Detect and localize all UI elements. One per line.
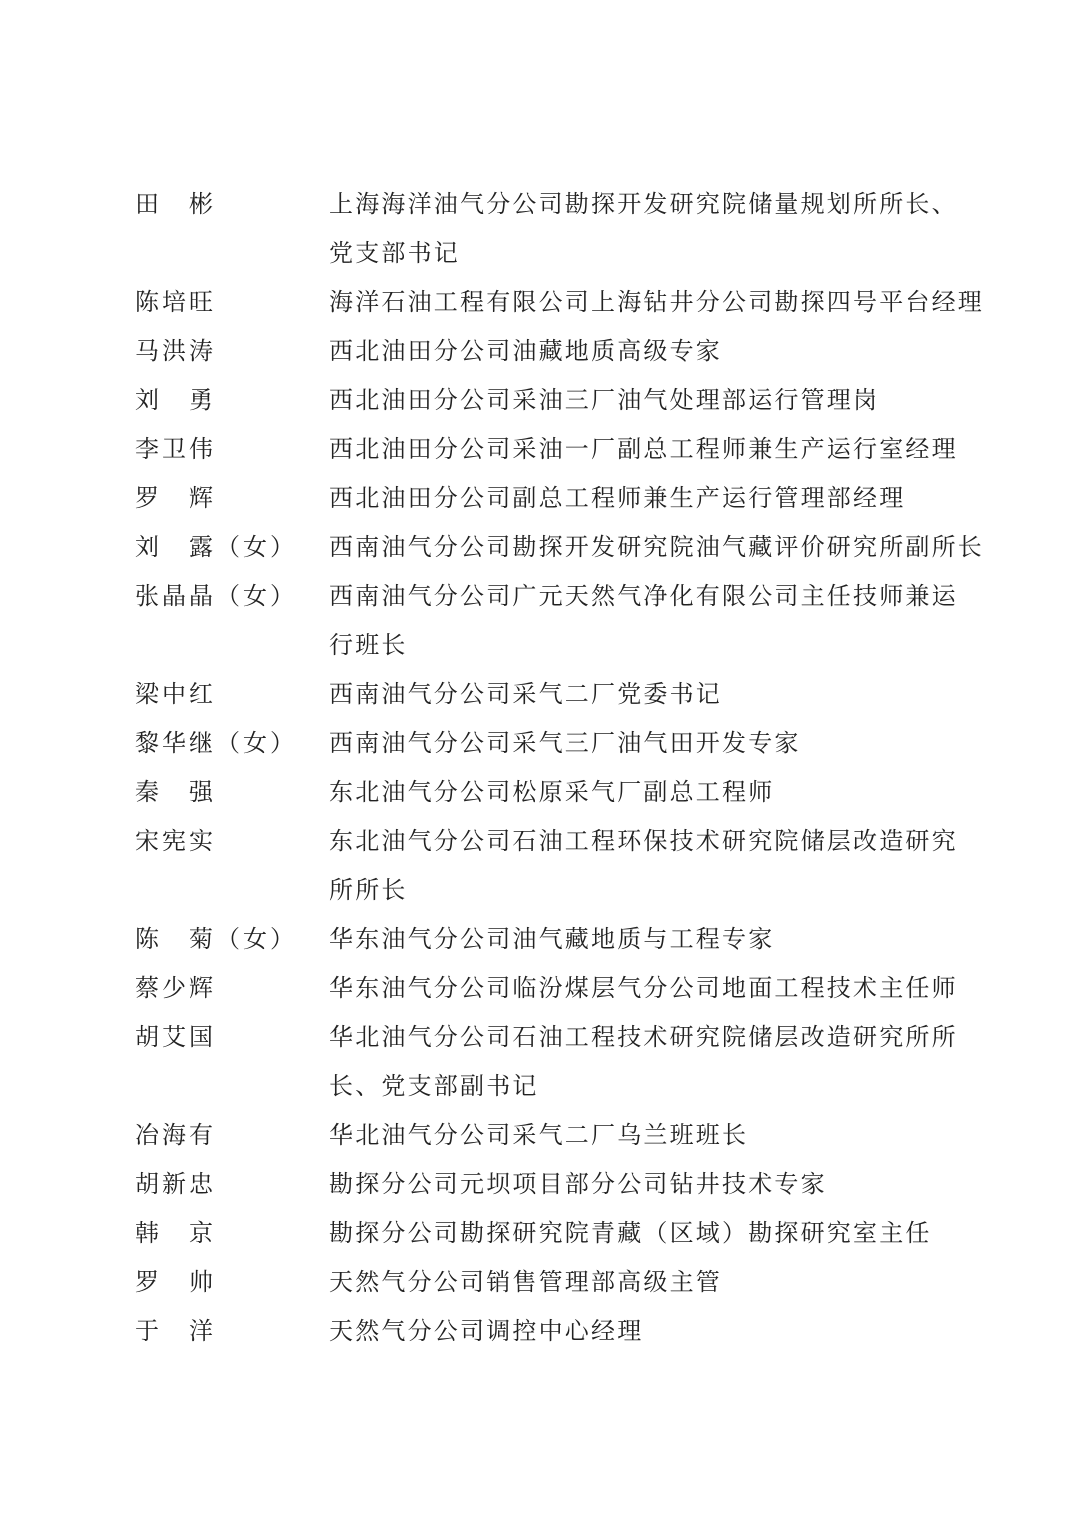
title-line: 西北油田分公司副总工程师兼生产运行管理部经理 [329,484,906,512]
person-title [329,670,945,719]
person-name: 田 彬 [135,190,216,218]
list-item [135,1307,945,1356]
person-title [329,915,945,964]
person-name: 冶海有 [135,1121,216,1149]
person-title [329,1209,945,1258]
person-title [329,327,945,376]
list-item [135,180,958,278]
title-line: 西北油田分公司油藏地质高级专家 [329,337,722,365]
person-name: 马洪涛 [135,337,216,365]
list-item [135,1111,945,1160]
person-name: 于 洋 [135,1317,216,1345]
person-name: 罗 帅 [135,1268,216,1296]
title-line: 勘探分公司元坝项目部分公司钻井技术专家 [329,1170,827,1198]
title-line: 西南油气分公司采气二厂党委书记 [329,680,722,708]
person-title [329,817,958,915]
list-item [135,1160,945,1209]
list-item [135,523,984,572]
title-line: 上海海洋油气分公司勘探开发研究院储量规划所所长、 [329,190,958,218]
person-name: 李卫伟 [135,435,216,463]
list-item [135,1209,945,1258]
person-name: 秦 强 [135,778,216,806]
person-title [329,964,958,1013]
title-line: 西北油田分公司采油三厂油气处理部运行管理岗 [329,386,880,414]
title-line: 华北油气分公司采气二厂乌兰班班长 [329,1121,749,1149]
title-line: 华东油气分公司临汾煤层气分公司地面工程技术主任师 [329,974,958,1002]
title-line: 天然气分公司销售管理部高级主管 [329,1268,722,1296]
person-name: 黎华继（女） [135,729,297,757]
title-line: 党支部书记 [329,239,460,267]
title-line: 华东油气分公司油气藏地质与工程专家 [329,925,775,953]
list-item [135,719,945,768]
person-name: 韩 京 [135,1219,216,1247]
person-title [329,376,945,425]
title-line: 西南油气分公司广元天然气净化有限公司主任技师兼运 [329,582,958,610]
person-title [329,278,984,327]
person-title [329,1013,958,1111]
person-name: 胡新忠 [135,1170,216,1198]
title-line: 华北油气分公司石油工程技术研究院储层改造研究所所 [329,1023,958,1051]
list-item [135,376,945,425]
title-line: 东北油气分公司石油工程环保技术研究院储层改造研究 [329,827,958,855]
list-item [135,572,958,670]
list-item [135,474,945,523]
person-name: 张晶晶（女） [135,582,297,610]
personnel-list [135,180,984,1356]
person-title [329,474,945,523]
title-line: 海洋石油工程有限公司上海钻井分公司勘探四号平台经理 [329,288,984,316]
person-name: 蔡少辉 [135,974,216,1002]
list-item [135,670,945,719]
person-title [329,1307,945,1356]
person-name: 陈培旺 [135,288,216,316]
person-title [329,523,984,572]
title-line: 勘探分公司勘探研究院青藏（区域）勘探研究室主任 [329,1219,932,1247]
person-name: 梁中红 [135,680,216,708]
list-item [135,1013,958,1111]
title-line: 西南油气分公司采气三厂油气田开发专家 [329,729,801,757]
title-line: 天然气分公司调控中心经理 [329,1317,644,1345]
person-name: 罗 辉 [135,484,216,512]
person-title [329,1160,945,1209]
person-title [329,1258,945,1307]
list-item [135,425,958,474]
person-name: 刘 露（女） [135,533,297,561]
list-item [135,278,984,327]
list-item [135,327,945,376]
title-line: 长、党支部副书记 [329,1072,539,1100]
person-title [329,180,958,278]
person-name: 宋宪实 [135,827,216,855]
title-line: 西北油田分公司采油一厂副总工程师兼生产运行室经理 [329,435,958,463]
person-name: 胡艾国 [135,1023,216,1051]
title-line: 所所长 [329,876,408,904]
person-name: 刘 勇 [135,386,216,414]
title-line: 东北油气分公司松原采气厂副总工程师 [329,778,775,806]
list-item [135,768,945,817]
person-name: 陈 菊（女） [135,925,297,953]
person-title [329,719,945,768]
person-title [329,572,958,670]
person-title [329,1111,945,1160]
list-item [135,1258,945,1307]
title-line: 行班长 [329,631,408,659]
list-item [135,817,958,915]
title-line: 西南油气分公司勘探开发研究院油气藏评价研究所副所长 [329,533,984,561]
list-item [135,964,958,1013]
person-title [329,425,958,474]
person-title [329,768,945,817]
list-item [135,915,945,964]
